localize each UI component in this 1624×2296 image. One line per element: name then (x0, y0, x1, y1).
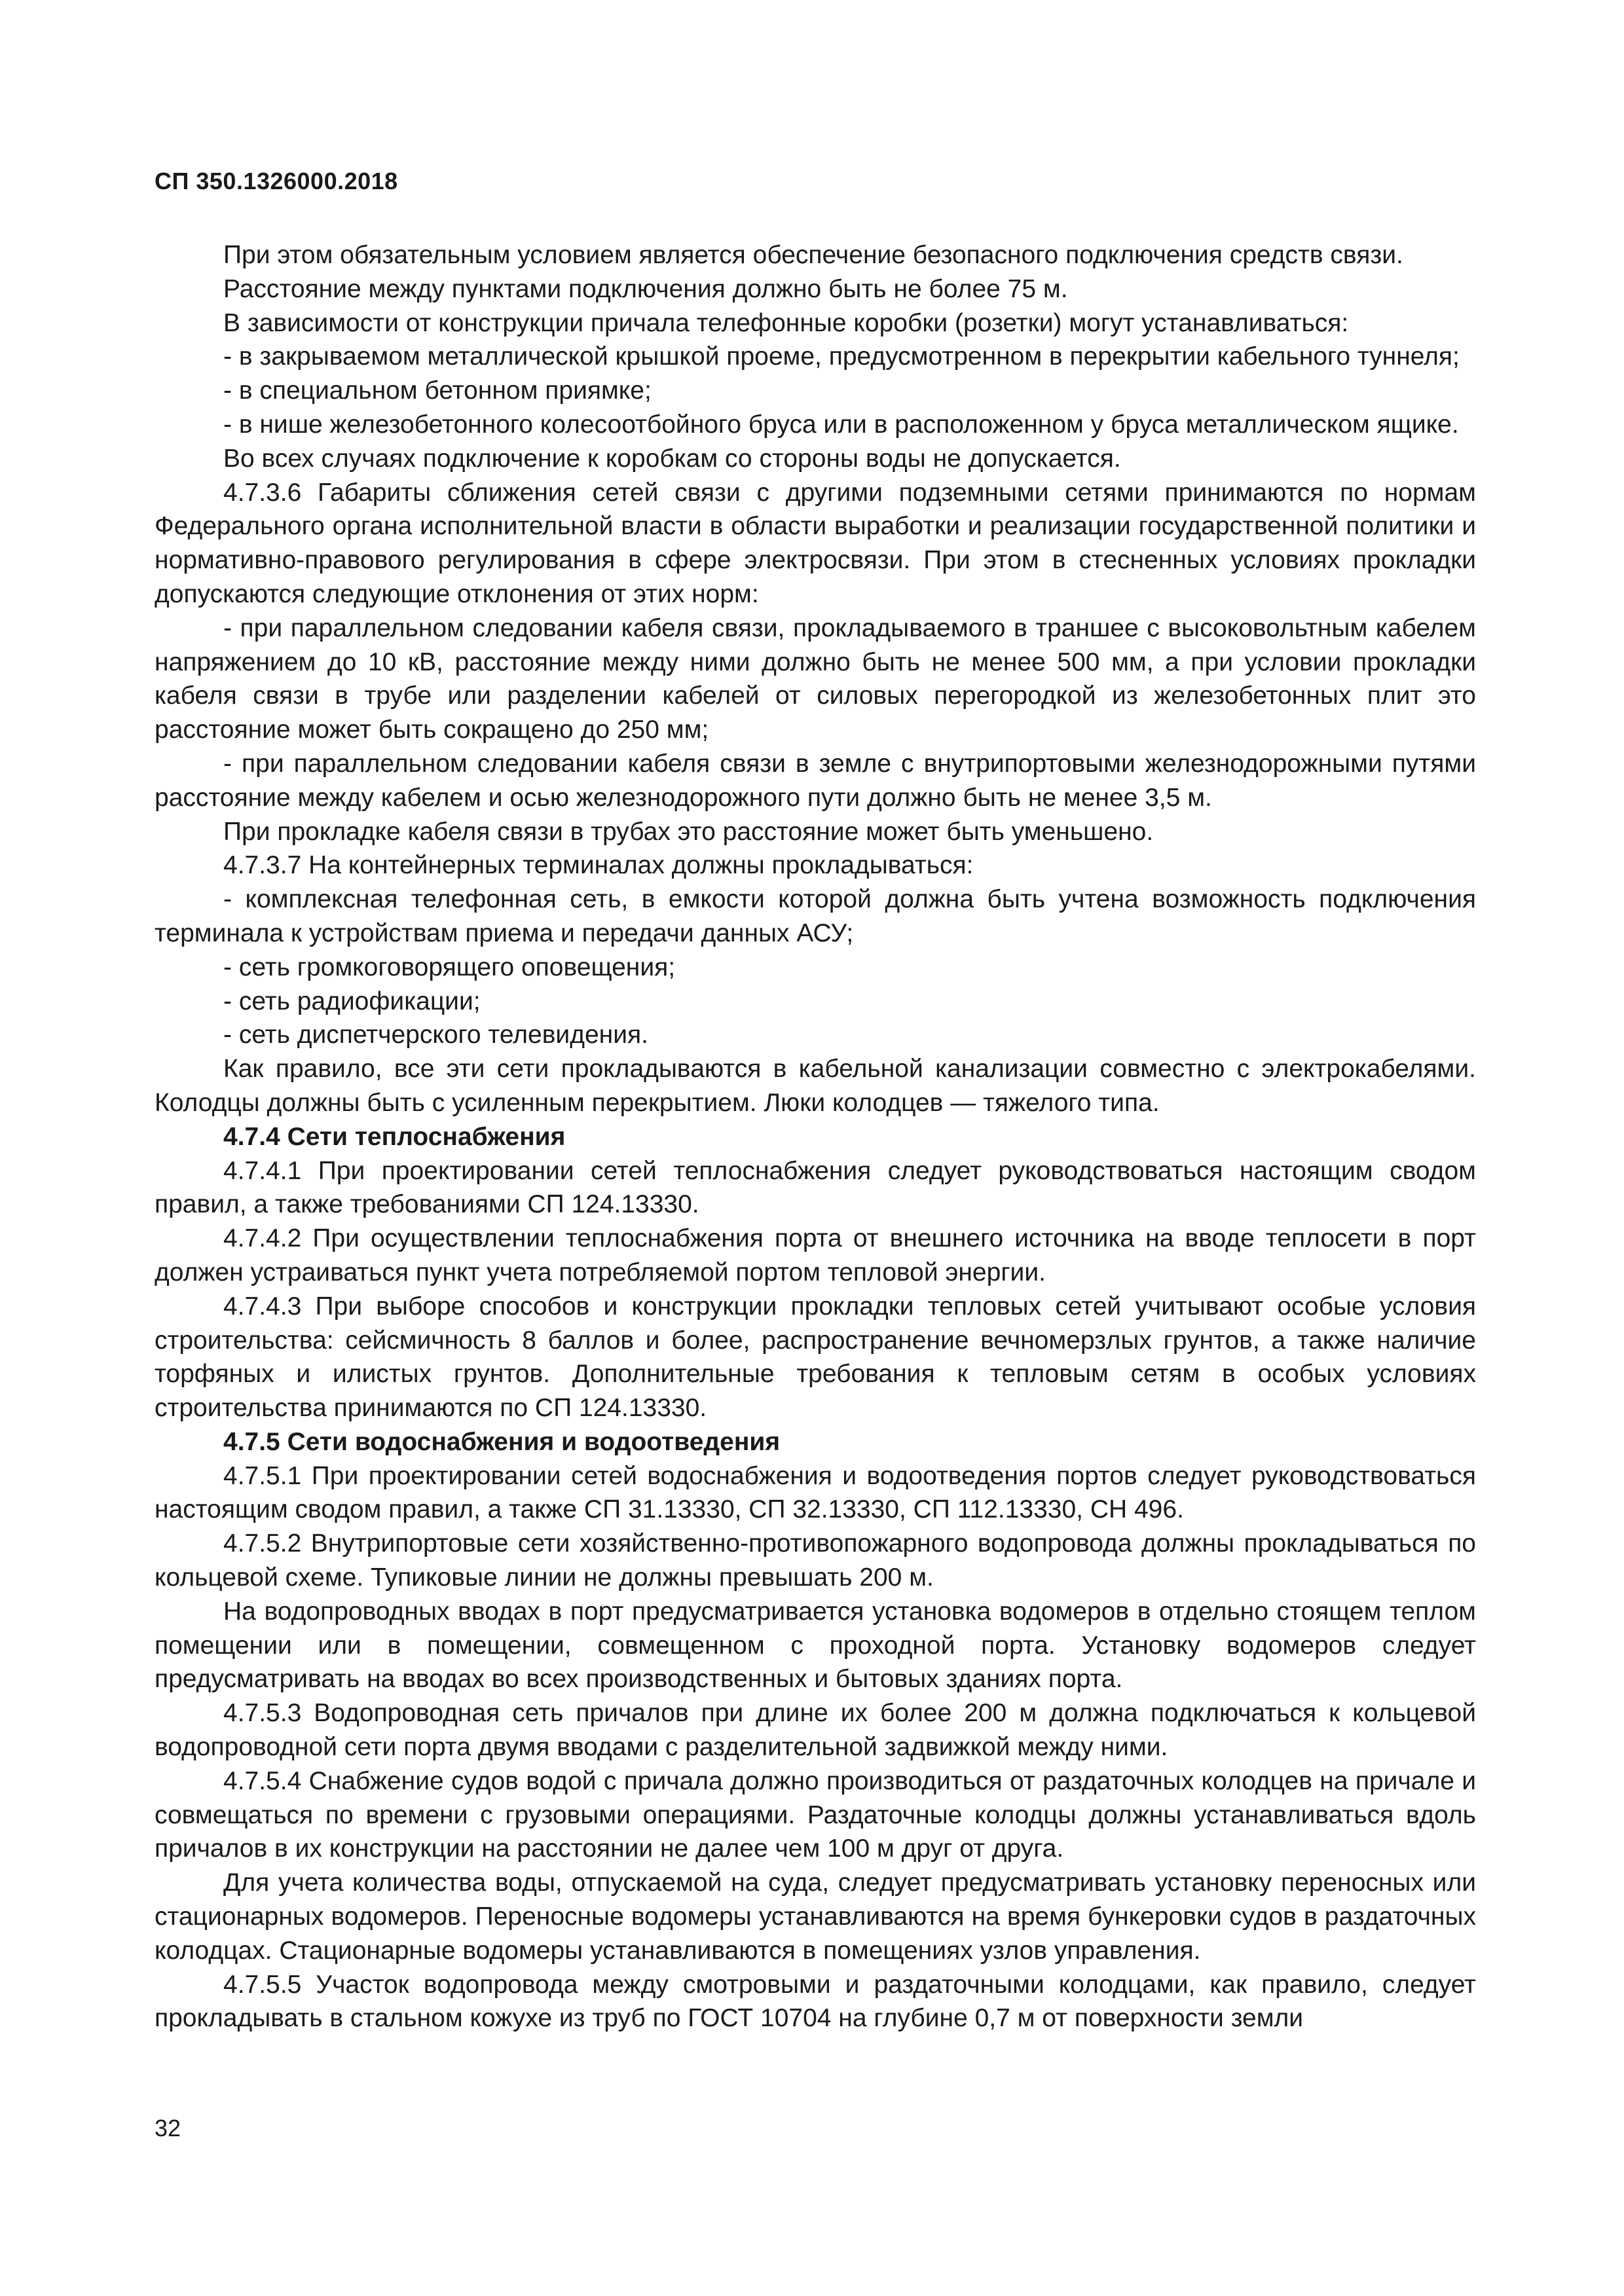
body-paragraph: - в нише железобетонного колесоотбойного бруса или в расположенном у бруса металлическом ящике. (223, 410, 1459, 439)
body-paragraph: 4.7.5.3 Водопроводная сеть причалов при длине их более 200 м должна подключаться к кольцевой водопроводной сети порта двумя вводами с разделительной задвижкой между ними. (155, 1699, 1476, 1762)
body-paragraph: Расстояние между пунктами подключения должно быть не более 75 м. (223, 274, 1068, 303)
body-paragraph: - при параллельном следовании кабеля связи в земле с внутрипортовыми железнодорожными путями расстояние между кабелем и осью железнодорожного пути должно быть не менее 3,5 м. (155, 749, 1476, 812)
body-paragraph: 4.7.3.7 На контейнерных терминалах должны прокладываться: (223, 851, 974, 880)
body-paragraph: Во всех случаях подключение к коробкам со стороны воды не допускается. (223, 444, 1121, 473)
body-paragraph: 4.7.4.2 При осуществлении теплоснабжения порта от внешнего источника на вводе теплосети в порт должен устраиваться пункт учета потребляемой портом тепловой энергии. (155, 1224, 1476, 1286)
body-paragraph: - сеть громкоговорящего оповещения; (223, 953, 676, 981)
body-paragraph: - в закрываемом металлической крышкой проеме, предусмотренном в перекрытии кабельного туннеля; (223, 342, 1460, 371)
body-paragraph: 4.7.5.4 Снабжение судов водой с причала должно производиться от раздаточных колодцев на причале и совмещаться по времени с грузовыми операциями. Раздаточные колодцы должны устанавливаться вдоль причалов в их конструкции на расстоянии не далее чем 100 м друг от друга. (155, 1766, 1476, 1863)
body-paragraph: 4.7.5.1 При проектировании сетей водоснабжения и водоотведения портов следует руководствоваться настоящим сводом правил, а также СП 31.13330, СП 32.13330, СП 112.13330, СН 496. (155, 1461, 1476, 1524)
page-number: 32 (155, 2115, 181, 2141)
section-heading: 4.7.5 Сети водоснабжения и водоотведения (223, 1427, 781, 1456)
body-paragraph: Как правило, все эти сети прокладываются в кабельной канализации совместно с электрокабелями. Колодцы должны быть с усиленным перекрытием. Люки колодцев — тяжелого типа. (155, 1055, 1476, 1117)
body-paragraph: - в специальном бетонном приямке; (223, 376, 652, 405)
body-paragraph: - при параллельном следовании кабеля связи, прокладываемого в траншее с высоковольтным кабелем напряжением до 10 кВ, расстояние между ними должно быть не менее 500 мм, а при условии прокладки кабеля связи в трубе или разделении кабелей от силовых перегородкой из железобетонных плит это расстояние может быть сокращено до 250 мм; (155, 613, 1476, 744)
body-paragraph: - сеть диспетчерского телевидения. (223, 1021, 648, 1049)
document-body (155, 238, 1476, 2035)
body-paragraph: В зависимости от конструкции причала телефонные коробки (розетки) могут устанавливаться: (223, 308, 1349, 337)
body-paragraph: Для учета количества воды, отпускаемой на суда, следует предусматривать установку переносных или стационарных водомеров. Переносные водомеры устанавливаются на время бункеровки судов в раздаточных колодцах. Стационарные водомеры устанавливаются в помещениях узлов управления. (155, 1868, 1476, 1965)
body-paragraph: - сеть радиофикации; (223, 987, 481, 1015)
body-paragraph: - комплексная телефонная сеть, в емкости которой должна быть учтена возможность подключения терминала к устройствам приема и передачи данных АСУ; (155, 885, 1476, 947)
body-paragraph: 4.7.4.3 При выборе способов и конструкции прокладки тепловых сетей учитывают особые условия строительства: сейсмичность 8 баллов и более, распространение вечномерзлых грунтов, а также наличие торфяных и илистых грунтов. Дополнительные требования к тепловым сетям в особых условиях строительства принимаются по СП 124.13330. (155, 1292, 1476, 1423)
body-paragraph: На водопроводных вводах в порт предусматривается установка водомеров в отдельно стоящем теплом помещении или в помещении, совмещенном с проходной порта. Установку водомеров следует предусматривать на вводах во всех производственных и бытовых зданиях порта. (155, 1597, 1476, 1694)
body-paragraph: При этом обязательным условием является обеспечение безопасного подключения средств связи. (223, 241, 1403, 269)
body-paragraph: 4.7.4.1 При проектировании сетей теплоснабжения следует руководствоваться настоящим сводом правил, а также требованиями СП 124.13330. (155, 1156, 1476, 1219)
body-paragraph: 4.7.5.2 Внутрипортовые сети хозяйственно-противопожарного водопровода должны прокладываться по кольцевой схеме. Тупиковые линии не должны превышать 200 м. (155, 1529, 1476, 1592)
document-code-header: СП 350.1326000.2018 (155, 168, 398, 194)
body-paragraph: При прокладке кабеля связи в трубах это расстояние может быть уменьшено. (223, 817, 1154, 846)
body-paragraph: 4.7.3.6 Габариты сближения сетей связи с другими подземными сетями принимаются по нормам Федерального органа исполнительной власти в области выработки и реализации государственной политики и нормативно-правового регулирования в сфере электросвязи. При этом в стесненных условиях прокладки допускаются следующие отклонения от этих норм: (155, 478, 1476, 608)
section-heading: 4.7.4 Сети теплоснабжения (223, 1122, 566, 1151)
body-paragraph: 4.7.5.5 Участок водопровода между смотровыми и раздаточными колодцами, как правило, следует прокладывать в стальном кожухе из труб по ГОСТ 10704 на глубине 0,7 м от поверхности земли (155, 1970, 1476, 2033)
